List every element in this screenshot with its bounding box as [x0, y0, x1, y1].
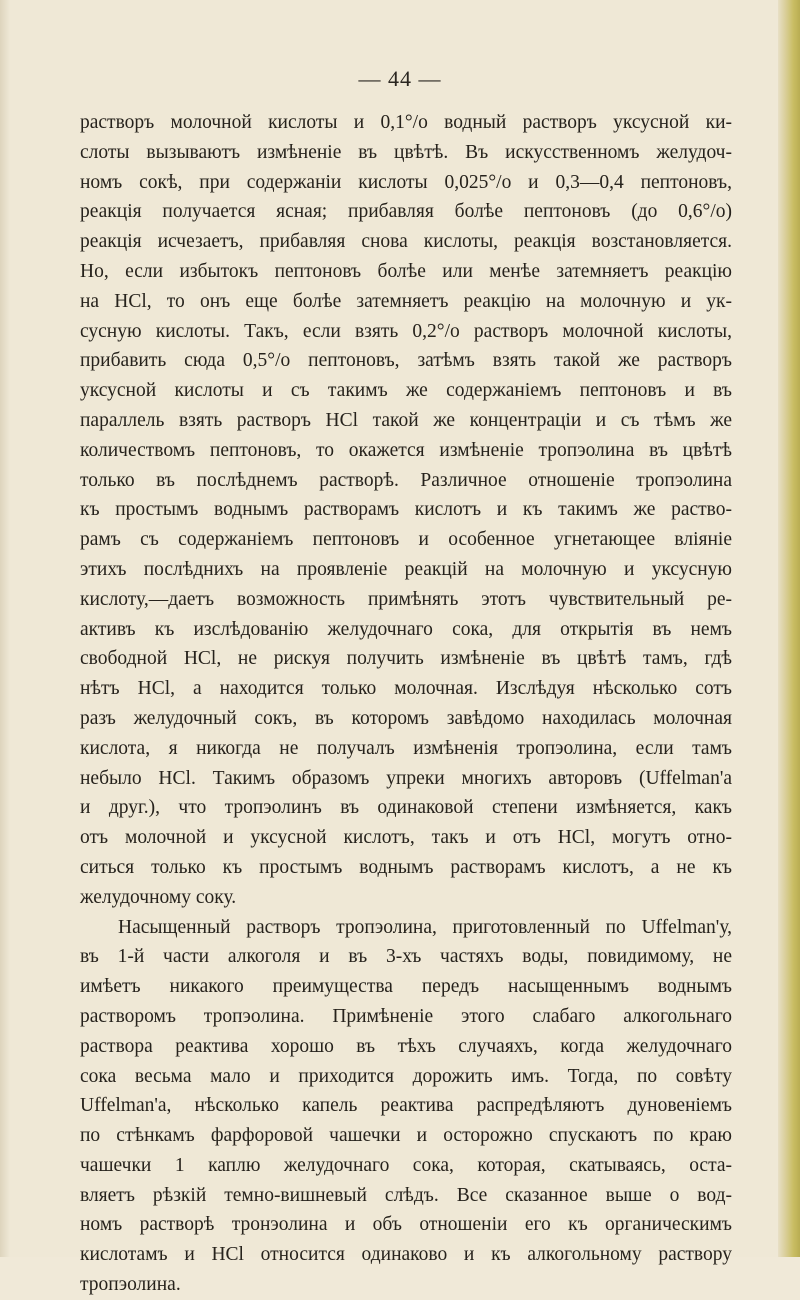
page-left-edge	[0, 0, 10, 1257]
text-line: свободной HCl, не рискуя получить измѣненіе въ цвѣтѣ тамъ, гдѣ	[80, 648, 732, 670]
text-line: и друг.), что тропэолинъ въ одинаковой степени измѣняется, какъ	[80, 797, 732, 819]
text-line: къ простымъ воднымъ растворамъ кислотъ и къ такимъ же раство-	[80, 499, 732, 521]
text-line: отъ молочной и уксусной кислотъ, такъ и отъ HCl, могутъ отно-	[80, 827, 732, 849]
text-line: желудочному соку.	[80, 886, 237, 908]
text-line: вляетъ рѣзкій темно-вишневый слѣдъ. Все сказанное выше о вод-	[80, 1184, 732, 1206]
text-line: на HCl, то онъ еще болѣе затемняетъ реакцію на молочную и ук-	[80, 290, 732, 312]
text-line: уксусной кислоты и съ такимъ же содержаніемъ пептоновъ и въ	[80, 380, 732, 402]
text-line: въ 1-й части алкоголя и въ 3-хъ частяхъ воды, повидимому, не	[80, 946, 732, 968]
page-number: — 44 —	[358, 66, 442, 91]
text-line: реакція исчезаетъ, прибавляя снова кислоты, реакція возстановляется.	[80, 231, 732, 253]
text-line: сусную кислоты. Такъ, если взять 0,2°/о растворъ молочной кислоты,	[80, 320, 732, 342]
text-line: небыло HCl. Такимъ образомъ упреки многихъ авторовъ (Uffelman'а	[80, 767, 732, 789]
text-line: номъ сокѣ, при содержаніи кислоты 0,025°/о и 0,3—0,4 пептоновъ,	[80, 171, 732, 193]
text-line: кислотамъ и HCl относится одинаково и къ алкогольному раствору	[80, 1244, 732, 1266]
text-line: реакція получается ясная; прибавляя болѣе пептоновъ (до 0,6°/о)	[80, 201, 732, 223]
text-line: по стѣнкамъ фарфоровой чашечки и осторожно спускаютъ по краю	[80, 1125, 732, 1147]
text-line: сока весьма мало и приходится дорожить имъ. Тогда, по совѣту	[80, 1065, 732, 1087]
text-line: номъ растворѣ тронэолина и объ отношеніи его къ органическимъ	[80, 1214, 732, 1236]
text-line: количествомъ пептоновъ, то окажется измѣненіе тропэолина въ цвѣтѣ	[80, 439, 732, 461]
text-line: кислота, я никогда не получалъ измѣненія тропэолина, если тамъ	[80, 737, 732, 759]
body-text	[80, 108, 732, 1300]
paragraph-2	[80, 913, 732, 1300]
text-line: чашечки 1 каплю желудочнаго сока, которая, скатываясь, оста-	[80, 1154, 732, 1176]
text-line: ситься только къ простымъ воднымъ растворамъ кислотъ, а не къ	[80, 856, 732, 878]
text-line: тропэолина.	[80, 1274, 181, 1296]
text-line: кислоту,—даетъ возможность примѣнять этотъ чувствительный ре-	[80, 588, 732, 610]
text-line: нѣтъ HCl, а находится только молочная. Изслѣдуя нѣсколько сотъ	[80, 678, 732, 700]
text-line: активъ къ изслѣдованію желудочнаго сока, для открытія въ немъ	[80, 618, 732, 640]
text-line: раствора реактива хорошо въ тѣхъ случаяхъ, когда желудочнаго	[80, 1035, 732, 1057]
text-line: этихъ послѣднихъ на проявленіе реакцій на молочную и уксусную	[80, 558, 732, 580]
page-right-edge-stain	[778, 0, 800, 1257]
text-line: Насыщенный растворъ тропэолина, приготовленный по Uffelman'у,	[118, 916, 732, 938]
text-line: имѣетъ никакого преимущества передъ насыщеннымъ воднымъ	[80, 976, 732, 998]
text-line: растворомъ тропэолина. Примѣненіе этого слабаго алкогольнаго	[80, 1005, 732, 1027]
text-line: разъ желудочный сокъ, въ которомъ завѣдомо находилась молочная	[80, 707, 732, 729]
text-line: слоты вызываютъ измѣненіе въ цвѣтѣ. Въ искусственномъ желудоч-	[80, 141, 732, 163]
text-line: прибавить сюда 0,5°/о пептоновъ, затѣмъ взять такой же растворъ	[80, 350, 732, 372]
text-line: только въ послѣднемъ растворѣ. Различное отношеніе тропэолина	[80, 469, 732, 491]
text-line: Но, если избытокъ пептоновъ болѣе или менѣе затемняетъ реакцію	[80, 260, 732, 282]
text-line: Uffelman'а, нѣсколько капель реактива распредѣляютъ дуновеніемъ	[80, 1095, 732, 1117]
text-line: рамъ съ содержаніемъ пептоновъ и особенное угнетающее вліяніе	[80, 529, 732, 551]
paragraph-1	[80, 108, 732, 913]
text-line: растворъ молочной кислоты и 0,1°/о водный растворъ уксусной ки-	[80, 112, 732, 133]
text-line: параллель взять растворъ HCl такой же концентраціи и съ тѣмъ же	[80, 409, 732, 431]
